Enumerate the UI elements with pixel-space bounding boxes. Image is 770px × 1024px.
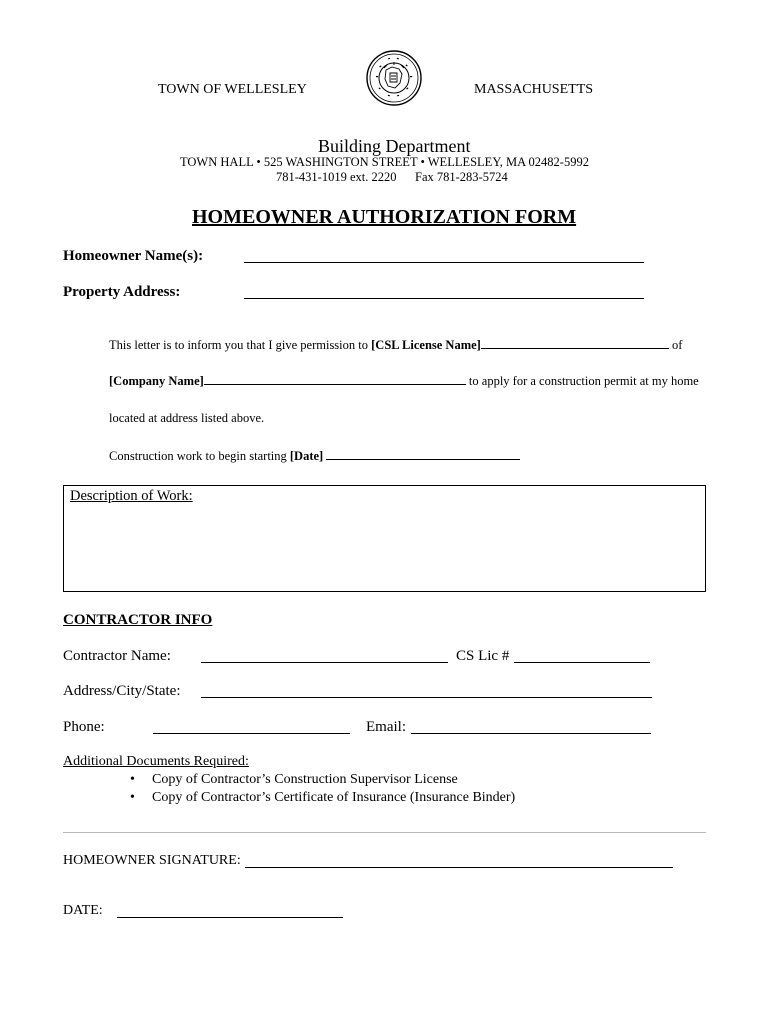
- contractor-address-field[interactable]: [201, 697, 652, 698]
- state-name: MASSACHUSETTS: [474, 82, 594, 97]
- department-fax: Fax 781-283-5724: [415, 170, 508, 184]
- signature-date-label: DATE:: [63, 903, 103, 918]
- contractor-phone-field[interactable]: [153, 733, 350, 734]
- company-name-field[interactable]: [204, 373, 466, 385]
- letter-line-2: [109, 373, 699, 389]
- department-name: Building Department: [318, 136, 471, 156]
- letter-line-1: [109, 337, 682, 353]
- contractor-name-label: Contractor Name:: [63, 648, 171, 664]
- letter-line-2-suffix: to apply for a construction permit at my home: [465, 374, 699, 388]
- description-of-work-box[interactable]: [63, 485, 706, 592]
- construction-start-date-field[interactable]: [326, 448, 520, 460]
- contractor-name-field[interactable]: [201, 662, 448, 663]
- homeowner-signature-field[interactable]: [245, 867, 673, 868]
- property-address-label: Property Address:: [63, 284, 181, 300]
- description-of-work-label: Description of Work:: [70, 488, 193, 504]
- date-placeholder: [Date]: [289, 449, 324, 463]
- contractor-email-label: Email:: [366, 719, 406, 735]
- town-seal-logo: [366, 50, 422, 106]
- letter-line-1-prefix: This letter is to inform you that I give permission to: [109, 338, 372, 352]
- construction-start-label: Construction work to begin starting: [109, 449, 290, 463]
- bullet-icon: •: [130, 772, 135, 787]
- town-name: TOWN OF WELLESLEY: [158, 82, 307, 97]
- property-address-field[interactable]: [244, 298, 644, 299]
- bullet-icon: •: [130, 790, 135, 805]
- department-phone: 781-431-1019 ext. 2220: [276, 170, 397, 184]
- contractor-address-label: Address/City/State:: [63, 683, 181, 699]
- homeowner-name-field[interactable]: [244, 262, 644, 263]
- contractor-email-field[interactable]: [411, 733, 651, 734]
- additional-documents-heading: Additional Documents Required:: [63, 754, 249, 769]
- contractor-info-heading: CONTRACTOR INFO: [63, 612, 213, 628]
- letter-line-4: [109, 448, 520, 464]
- homeowner-name-label: Homeowner Name(s):: [63, 248, 204, 264]
- cs-lic-label: CS Lic #: [456, 648, 510, 664]
- contractor-phone-label: Phone:: [63, 719, 105, 735]
- csl-license-name-field[interactable]: [481, 337, 669, 349]
- cs-lic-field[interactable]: [514, 662, 650, 663]
- section-divider: [63, 832, 706, 833]
- document-item-label: Copy of Contractor’s Certificate of Insurance (Insurance Binder): [152, 790, 516, 805]
- additional-documents-list: [130, 771, 515, 807]
- homeowner-signature-label: HOMEOWNER SIGNATURE:: [63, 853, 241, 868]
- csl-license-name-placeholder: [CSL License Name]: [371, 338, 481, 352]
- letter-line-1-suffix: of: [668, 338, 683, 352]
- document-item-label: Copy of Contractor’s Construction Supervisor License: [152, 772, 458, 787]
- signature-date-field[interactable]: [117, 917, 343, 918]
- list-item: [130, 771, 515, 789]
- list-item: [130, 789, 515, 807]
- department-address: TOWN HALL • 525 WASHINGTON STREET • WELLESLEY, MA 02482-5992: [180, 155, 589, 169]
- company-name-placeholder: [Company Name]: [109, 374, 204, 388]
- form-title: HOMEOWNER AUTHORIZATION FORM: [192, 206, 577, 228]
- letter-line-3: located at address listed above.: [109, 411, 265, 425]
